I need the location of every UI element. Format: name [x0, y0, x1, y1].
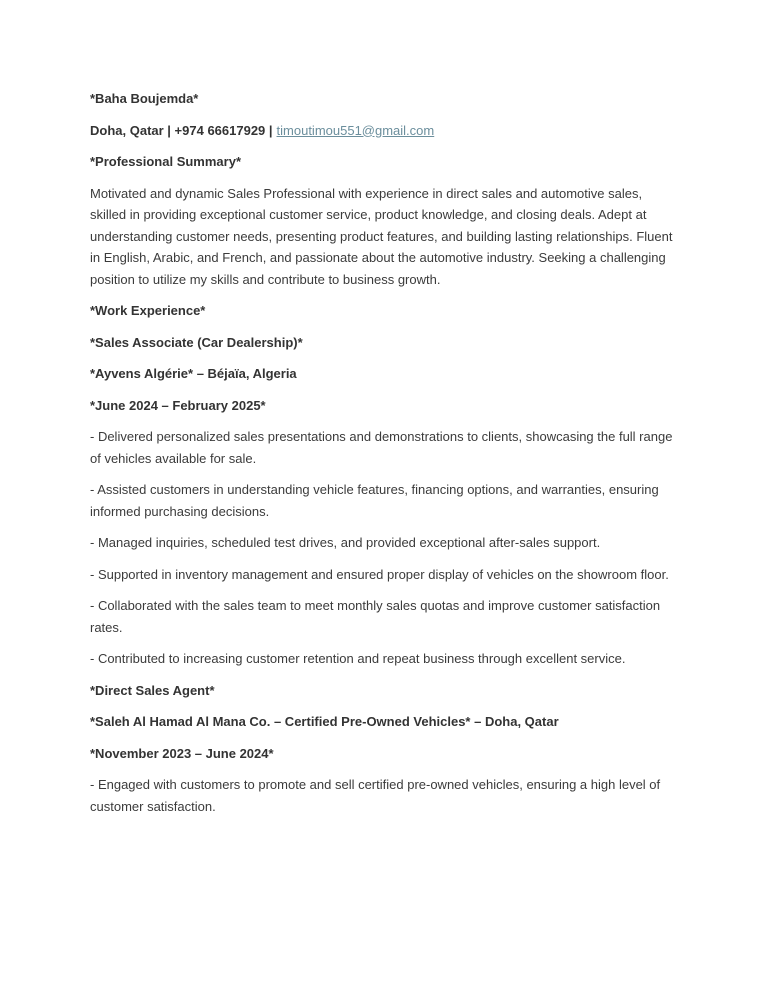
job-dates: *June 2024 – February 2025* — [90, 397, 266, 413]
job-title: *Sales Associate (Car Dealership)* — [90, 334, 303, 350]
job-bullet: - Contributed to increasing customer retention and repeat business through excellent service. — [90, 651, 626, 666]
contact-line — [90, 120, 678, 142]
job-bullet: - Assisted customers in understanding vehicle features, financing options, and warranties, ensuring informed purchasing decisions. — [90, 482, 659, 519]
job-bullet: - Supported in inventory management and ensured proper display of vehicles on the showroom floor. — [90, 566, 669, 582]
job-bullet: - Collaborated with the sales team to meet monthly sales quotas and improve customer satisfaction rates. — [90, 598, 661, 635]
job-company: *Ayvens Algérie* – Béjaïa, Algeria — [90, 366, 297, 381]
work-experience-heading: *Work Experience* — [90, 303, 206, 318]
professional-summary-heading: *Professional Summary* — [90, 154, 242, 169]
job-dates: *November 2023 – June 2024* — [90, 745, 274, 761]
professional-summary-text: Motivated and dynamic Sales Professional with experience in direct sales and automotive sales, skilled in providing exceptional customer service, product knowledge, and closing deals. Adept at understanding customer needs, presenting product features, and building lasting relationships. Fluent in English, Arabic, and French, and passionate about the automotive industry. Seeking a challenging position to utilize my skills and contribute to business growth. — [90, 185, 673, 287]
job-company: *Saleh Al Hamad Al Mana Co. – Certified Pre-Owned Vehicles* – Doha, Qatar — [90, 714, 559, 729]
job-bullet: - Engaged with customers to promote and sell certified pre-owned vehicles, ensuring a high level of customer satisfaction. — [90, 777, 661, 814]
contact-info: Doha, Qatar | +974 66617929 | — [90, 122, 273, 138]
email-link[interactable]: timoutimou551@gmail.com — [276, 122, 435, 138]
name-heading: *Baha Boujemda* — [90, 91, 199, 106]
job-bullet: - Delivered personalized sales presentations and demonstrations to clients, showcasing the full range of vehicles available for sale. — [90, 429, 673, 466]
job-title: *Direct Sales Agent* — [90, 682, 215, 698]
job-bullet: - Managed inquiries, scheduled test drives, and provided exceptional after-sales support. — [90, 535, 601, 550]
